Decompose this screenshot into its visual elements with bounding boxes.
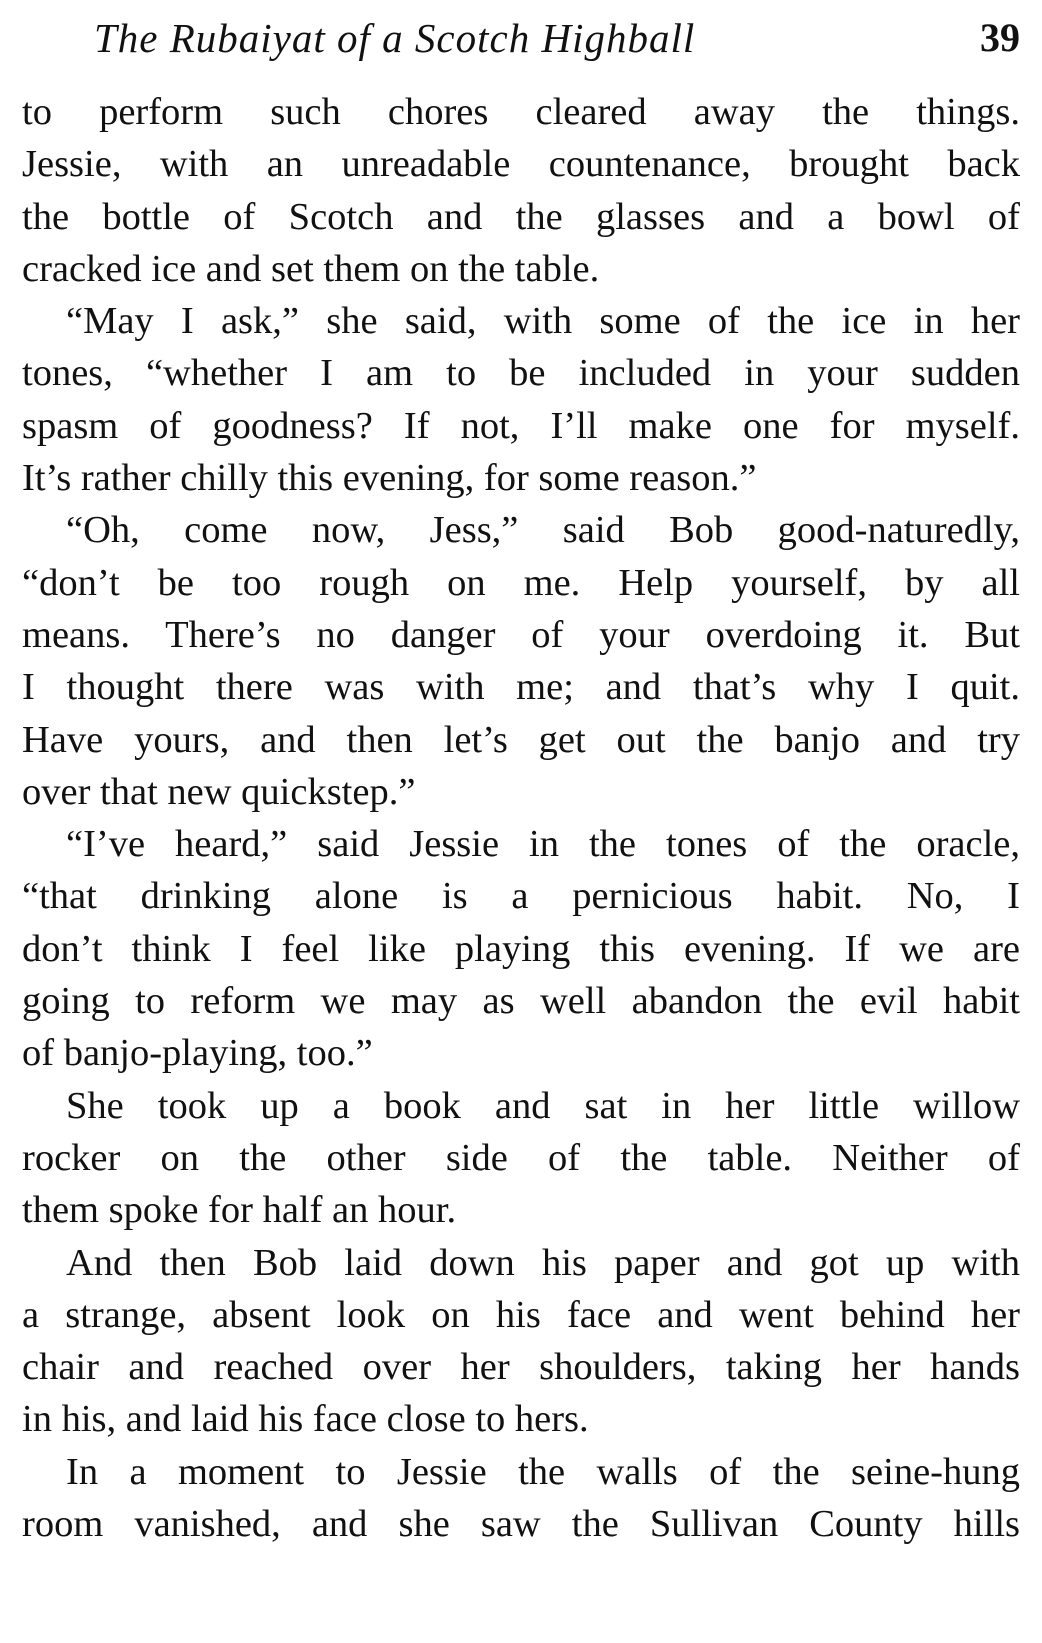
text-line: a strange, absent look on his face and went behind her bbox=[22, 1293, 1020, 1336]
text-line: Jessie, with an unreadable countenance, brought back bbox=[22, 143, 1020, 186]
text-line: cracked ice and set them on the table. bbox=[22, 247, 600, 290]
text-line: “don’t be too rough on me. Help yourself, by all bbox=[22, 561, 1020, 604]
text-line: chair and reached over her shoulders, taking her hands bbox=[22, 1346, 1020, 1389]
page-number: 39 bbox=[980, 15, 1020, 60]
text-line: “I’ve heard,” said Jessie in the tones of the oracle, bbox=[66, 823, 1020, 866]
text-line: going to reform we may as well abandon the evil habit bbox=[22, 980, 1020, 1023]
text-line: over that new quickstep.” bbox=[22, 770, 416, 813]
text-line: spasm of goodness? If not, I’ll make one for myself. bbox=[22, 404, 1020, 447]
text-line: She took up a book and sat in her little willow bbox=[66, 1084, 1020, 1127]
text-line: of banjo-playing, too.” bbox=[22, 1032, 373, 1075]
text-line: It’s rather chilly this evening, for some reason.” bbox=[22, 457, 757, 500]
text-line: in his, and laid his face close to hers. bbox=[22, 1398, 589, 1441]
text-line: And then Bob laid down his paper and got up with bbox=[66, 1241, 1020, 1284]
text-line: Have yours, and then let’s get out the banjo and try bbox=[22, 718, 1020, 761]
text-line: “May I ask,” she said, with some of the ice in her bbox=[66, 300, 1020, 343]
text-line: room vanished, and she saw the Sullivan County hills bbox=[22, 1503, 1020, 1546]
text-line: In a moment to Jessie the walls of the seine-hung bbox=[66, 1450, 1020, 1493]
text-line: rocker on the other side of the table. Neither of bbox=[22, 1136, 1020, 1179]
text-line: to perform such chores cleared away the things. bbox=[22, 91, 1020, 133]
running-head bbox=[22, 0, 1020, 86]
text-line: I thought there was with me; and that’s why I quit. bbox=[22, 666, 1020, 709]
body-text bbox=[22, 86, 1020, 1550]
text-line: the bottle of Scotch and the glasses and a bowl of bbox=[22, 195, 1020, 238]
text-line: don’t think I feel like playing this evening. If we are bbox=[22, 927, 1020, 970]
text-line: them spoke for half an hour. bbox=[22, 1189, 457, 1232]
text-line: “Oh, come now, Jess,” said Bob good-naturedly, bbox=[66, 509, 1020, 552]
book-page bbox=[22, 0, 1020, 1550]
text-line: means. There’s no danger of your overdoing it. But bbox=[22, 613, 1020, 656]
running-title: The Rubaiyat of a Scotch Highball bbox=[94, 15, 696, 61]
text-line: “that drinking alone is a pernicious habit. No, I bbox=[22, 875, 1020, 918]
text-line: tones, “whether I am to be included in your sudden bbox=[22, 352, 1020, 395]
